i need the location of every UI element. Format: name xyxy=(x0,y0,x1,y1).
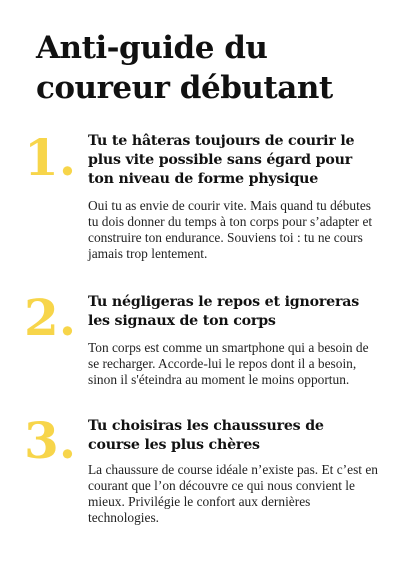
item-3-heading: Tu choisiras les chaussures de course les plus chères xyxy=(88,418,324,453)
item-2-heading: Tu négligeras le repos et ignoreras les signaux de ton corps xyxy=(88,294,360,329)
item-1-heading: Tu te hâteras toujours de courir le plus vite possible sans égard pour ton niveau de forme physique xyxy=(88,133,355,187)
page-title: Anti-guide du coureur débutant xyxy=(36,30,333,106)
item-2-number: 2. xyxy=(24,288,77,347)
item-2-body: Ton corps est comme un smartphone qui a besoin de se recharger. Accorde-lui le repos dont il a besoin, sinon il s'éteindra au moment le moins opportun. xyxy=(88,340,369,387)
item-3-body: La chaussure de course idéale n’existe pas. Et c’est en courant que l’on découvre ce qui nous convient le mieux. Privilégie le confort aux dernières technologies. xyxy=(88,462,379,525)
item-1-body: Oui tu as envie de courir vite. Mais quand tu débutes tu dois donner du temps à ton corps pour s’adapter et construire ton endurance. Souviens toi : tu ne cours jamais trop lentement. xyxy=(88,198,373,261)
item-1-number: 1. xyxy=(24,128,77,187)
item-3-number: 3. xyxy=(24,411,77,470)
